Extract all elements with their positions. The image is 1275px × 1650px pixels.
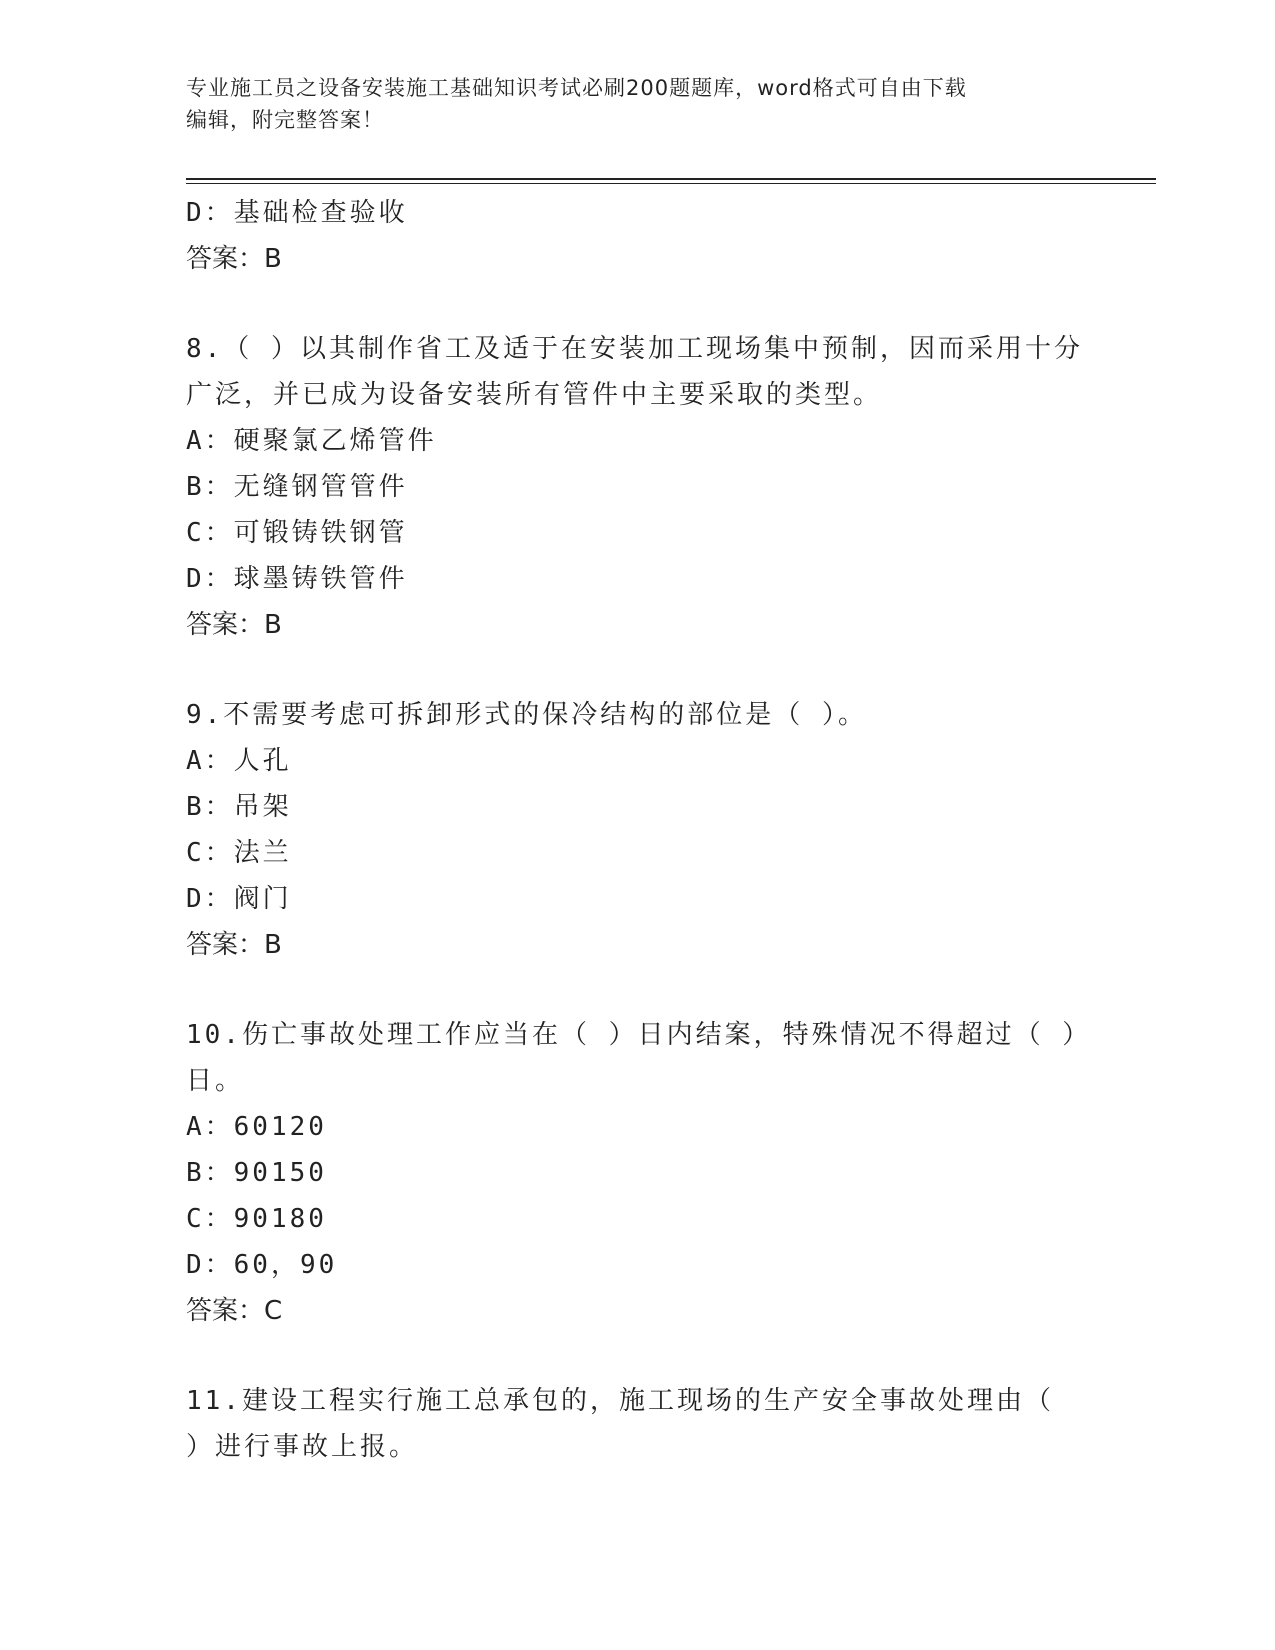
question-stem-line: 11.建设工程实行施工总承包的，施工现场的生产安全事故处理由（ [186, 1386, 1054, 1416]
question-11 [186, 1378, 1156, 1470]
question-9 [186, 692, 1156, 968]
header-divider-thick [186, 178, 1156, 180]
document-header [186, 72, 1086, 136]
option-d: D：阀门 [186, 884, 292, 914]
question-8 [186, 326, 1156, 648]
header-title-line-1: 专业施工员之设备安装施工基础知识考试必刷200题题库，word格式可自由下载 [186, 76, 967, 100]
question-stem-line: 8.（ ）以其制作省工及适于在安装加工现场集中预制，因而采用十分 [186, 334, 1083, 364]
option-d: D：基础检查验收 [186, 198, 408, 228]
question-7-fragment [186, 190, 1156, 282]
question-stem-line: ）进行事故上报。 [186, 1432, 419, 1462]
document-body [186, 190, 1156, 1470]
option-c: C：法兰 [186, 838, 292, 868]
option-b: B：无缝钢管管件 [186, 472, 408, 502]
option-b: B：90150 [186, 1158, 327, 1188]
question-stem-line: 10.伤亡事故处理工作应当在（ ）日内结案，特殊情况不得超过（ ） [186, 1020, 1092, 1050]
option-d: D：60，90 [186, 1250, 338, 1280]
question-stem-line: 9.不需要考虑可拆卸形式的保冷结构的部位是（ ）。 [186, 700, 867, 730]
answer-line: 答案：B [186, 930, 282, 960]
option-a: A：人孔 [186, 746, 292, 776]
question-10 [186, 1012, 1156, 1334]
option-a: A：60120 [186, 1112, 327, 1142]
header-divider-thin [186, 183, 1156, 184]
option-a: A：硬聚氯乙烯管件 [186, 426, 437, 456]
option-b: B：吊架 [186, 792, 292, 822]
answer-line: 答案：B [186, 610, 282, 640]
question-stem-line: 广泛，并已成为设备安装所有管件中主要采取的类型。 [186, 380, 883, 410]
answer-line: 答案：C [186, 1296, 283, 1326]
option-d: D：球墨铸铁管件 [186, 564, 408, 594]
option-c: C：90180 [186, 1204, 327, 1234]
header-title-line-2: 编辑，附完整答案！ [186, 108, 384, 132]
question-stem-line: 日。 [186, 1066, 245, 1096]
option-c: C：可锻铸铁钢管 [186, 518, 408, 548]
answer-line: 答案：B [186, 244, 282, 274]
